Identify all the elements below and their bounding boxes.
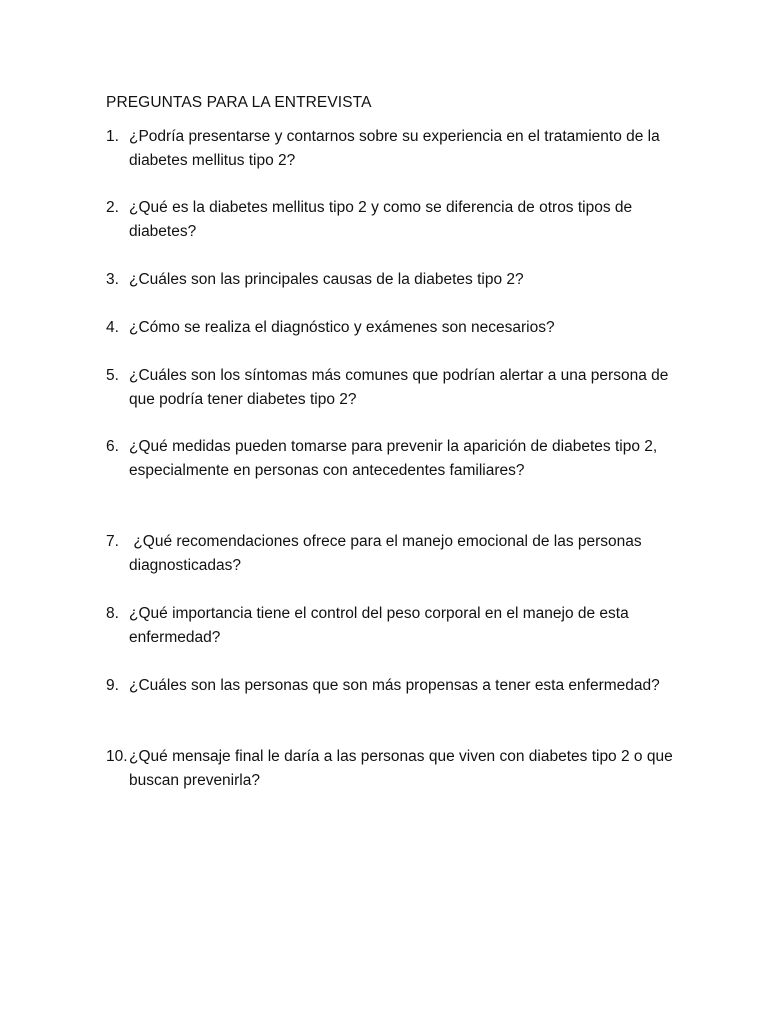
question-text: ¿Podría presentarse y contarnos sobre su experiencia en el tratamiento de la diabetes mellitus tipo 2? <box>129 128 660 169</box>
question-number: 6. <box>106 438 119 455</box>
question-item <box>106 602 676 650</box>
question-item <box>106 125 676 173</box>
question-number: 9. <box>106 677 119 694</box>
question-number: 2. <box>106 199 119 216</box>
question-text: ¿Qué medidas pueden tomarse para prevenir la aparición de diabetes tipo 2, especialmente en personas con antecedentes familiares? <box>129 438 658 479</box>
question-text: ¿Qué es la diabetes mellitus tipo 2 y como se diferencia de otros tipos de diabetes? <box>129 199 633 240</box>
question-text: ¿Cuáles son las principales causas de la diabetes tipo 2? <box>129 271 524 288</box>
question-number: 8. <box>106 605 119 622</box>
question-number: 4. <box>106 319 119 336</box>
document-title: PREGUNTAS PARA LA ENTREVISTA <box>106 94 372 111</box>
question-number: 7. <box>106 533 119 550</box>
question-item <box>106 745 676 793</box>
question-text: ¿Qué recomendaciones ofrece para el manejo emocional de las personas diagnosticadas? <box>129 533 646 574</box>
question-item <box>106 364 676 412</box>
question-item <box>106 530 676 578</box>
question-text: ¿Cuáles son los síntomas más comunes que podrían alertar a una persona de que podría tener diabetes tipo 2? <box>129 367 669 408</box>
question-text: ¿Cuáles son las personas que son más propensas a tener esta enfermedad? <box>129 677 660 694</box>
question-item <box>106 674 676 698</box>
question-text: ¿Qué mensaje final le daría a las personas que viven con diabetes tipo 2 o que buscan prevenirla? <box>129 748 673 789</box>
question-item <box>106 316 676 340</box>
question-item <box>106 196 676 244</box>
question-text: ¿Cómo se realiza el diagnóstico y exámenes son necesarios? <box>129 319 555 336</box>
question-item <box>106 435 676 483</box>
question-text: ¿Qué importancia tiene el control del peso corporal en el manejo de esta enfermedad? <box>129 605 629 646</box>
question-number: 10. <box>106 748 128 765</box>
question-item <box>106 268 676 292</box>
question-number: 3. <box>106 271 119 288</box>
question-number: 1. <box>106 128 119 145</box>
question-number: 5. <box>106 367 119 384</box>
